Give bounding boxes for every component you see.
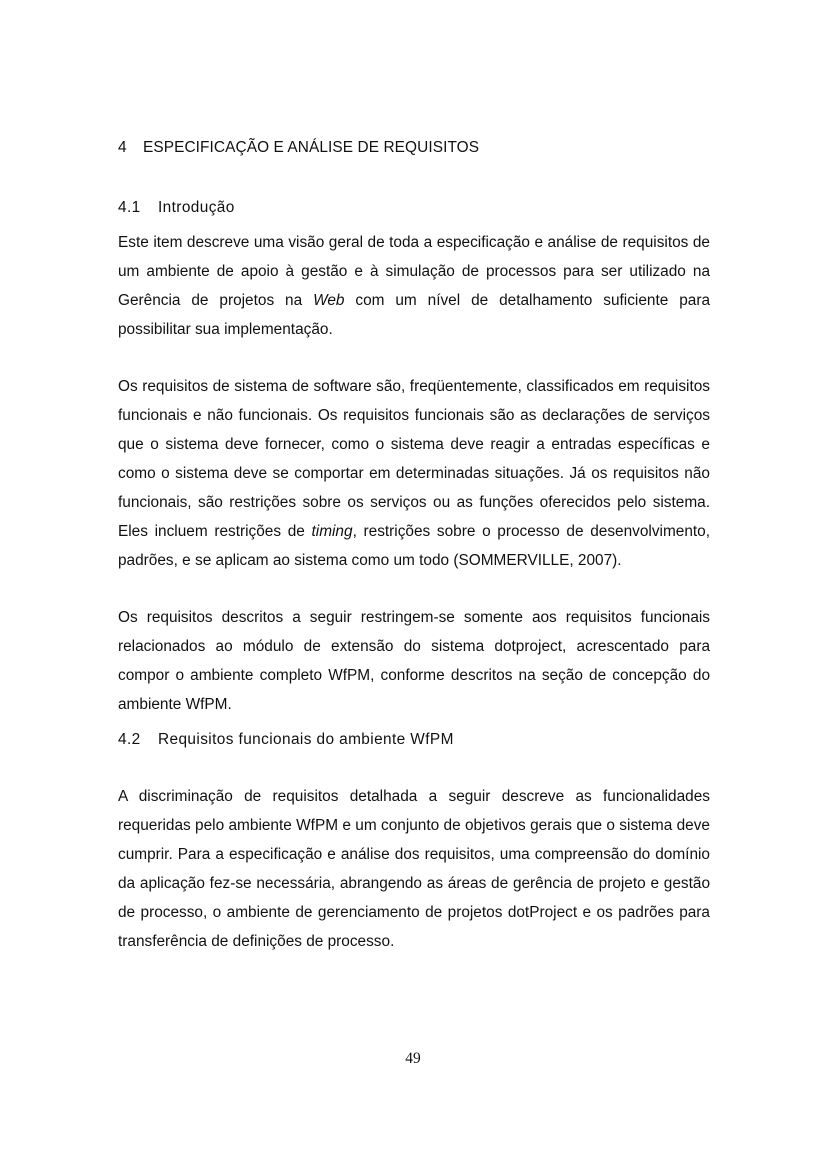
- paragraph-intro-1: [118, 228, 710, 344]
- page-content: [118, 136, 710, 956]
- paragraph-intro-3: Os requisitos descritos a seguir restringem-se somente aos requisitos funcionais relacionados ao módulo de extensão do sistema dotproject, acrescentado para compor o ambiente completo WfPM, conforme descritos na seção de concepção do ambiente WfPM.: [118, 609, 710, 713]
- chapter-heading: [118, 136, 710, 165]
- emphasis-web: Web: [313, 292, 345, 309]
- emphasis-timing: timing: [311, 523, 353, 540]
- section-number: 4.1: [118, 199, 141, 216]
- section-title: Requisitos funcionais do ambiente WfPM: [158, 731, 454, 748]
- paragraph-requisitos-1: A discriminação de requisitos detalhada a seguir descreve as funcionalidades requeridas pelo ambiente WfPM e um conjunto de objetivos gerais que o sistema deve cumprir. Para a especificação e análise dos requisitos, uma compreensão do domínio da aplicação fez-se necessária, abrangendo as áreas de gerência de projeto e gestão de processo, o ambiente de gerenciamento de projetos dotProject e os padrões para transferência de definições de processo.: [118, 788, 710, 950]
- paragraph-text: com um nível de detalhamento suficiente para possibilitar sua implementação.: [118, 292, 711, 338]
- section-title: Introdução: [158, 199, 235, 216]
- chapter-number: 4: [118, 139, 127, 156]
- paragraph-text: Os requisitos de sistema de software são, freqüentemente, classificados em requisitos funcionais e não funcionais. Os requisitos funcionais são as declarações de serviços que o sistema deve fornecer, como o sistema deve reagir a entradas específicas e como o sistema deve se comportar em determinadas situações. Já os requisitos não funcionais, são restrições sobre os serviços ou as funções oferecidos pelo sistema. Eles incluem restrições de: [118, 378, 710, 540]
- page-number: 49: [405, 1050, 421, 1067]
- paragraph-intro-2: [118, 372, 710, 575]
- paragraph-text: Este item descreve uma visão geral de toda a especificação e análise de requisitos de um ambiente de apoio à gestão e à simulação de processos para ser utilizado na Gerência de projetos na: [118, 234, 710, 309]
- chapter-title: ESPECIFICAÇÃO E ANÁLISE DE REQUISITOS: [143, 139, 480, 156]
- section-heading-introducao: [118, 193, 710, 222]
- section-number: 4.2: [118, 731, 141, 748]
- paragraph-text: , restrições sobre o processo de desenvolvimento, padrões, e se aplicam ao sistema como um todo (SOMMERVILLE, 2007).: [118, 523, 710, 569]
- section-heading-requisitos: [118, 725, 710, 754]
